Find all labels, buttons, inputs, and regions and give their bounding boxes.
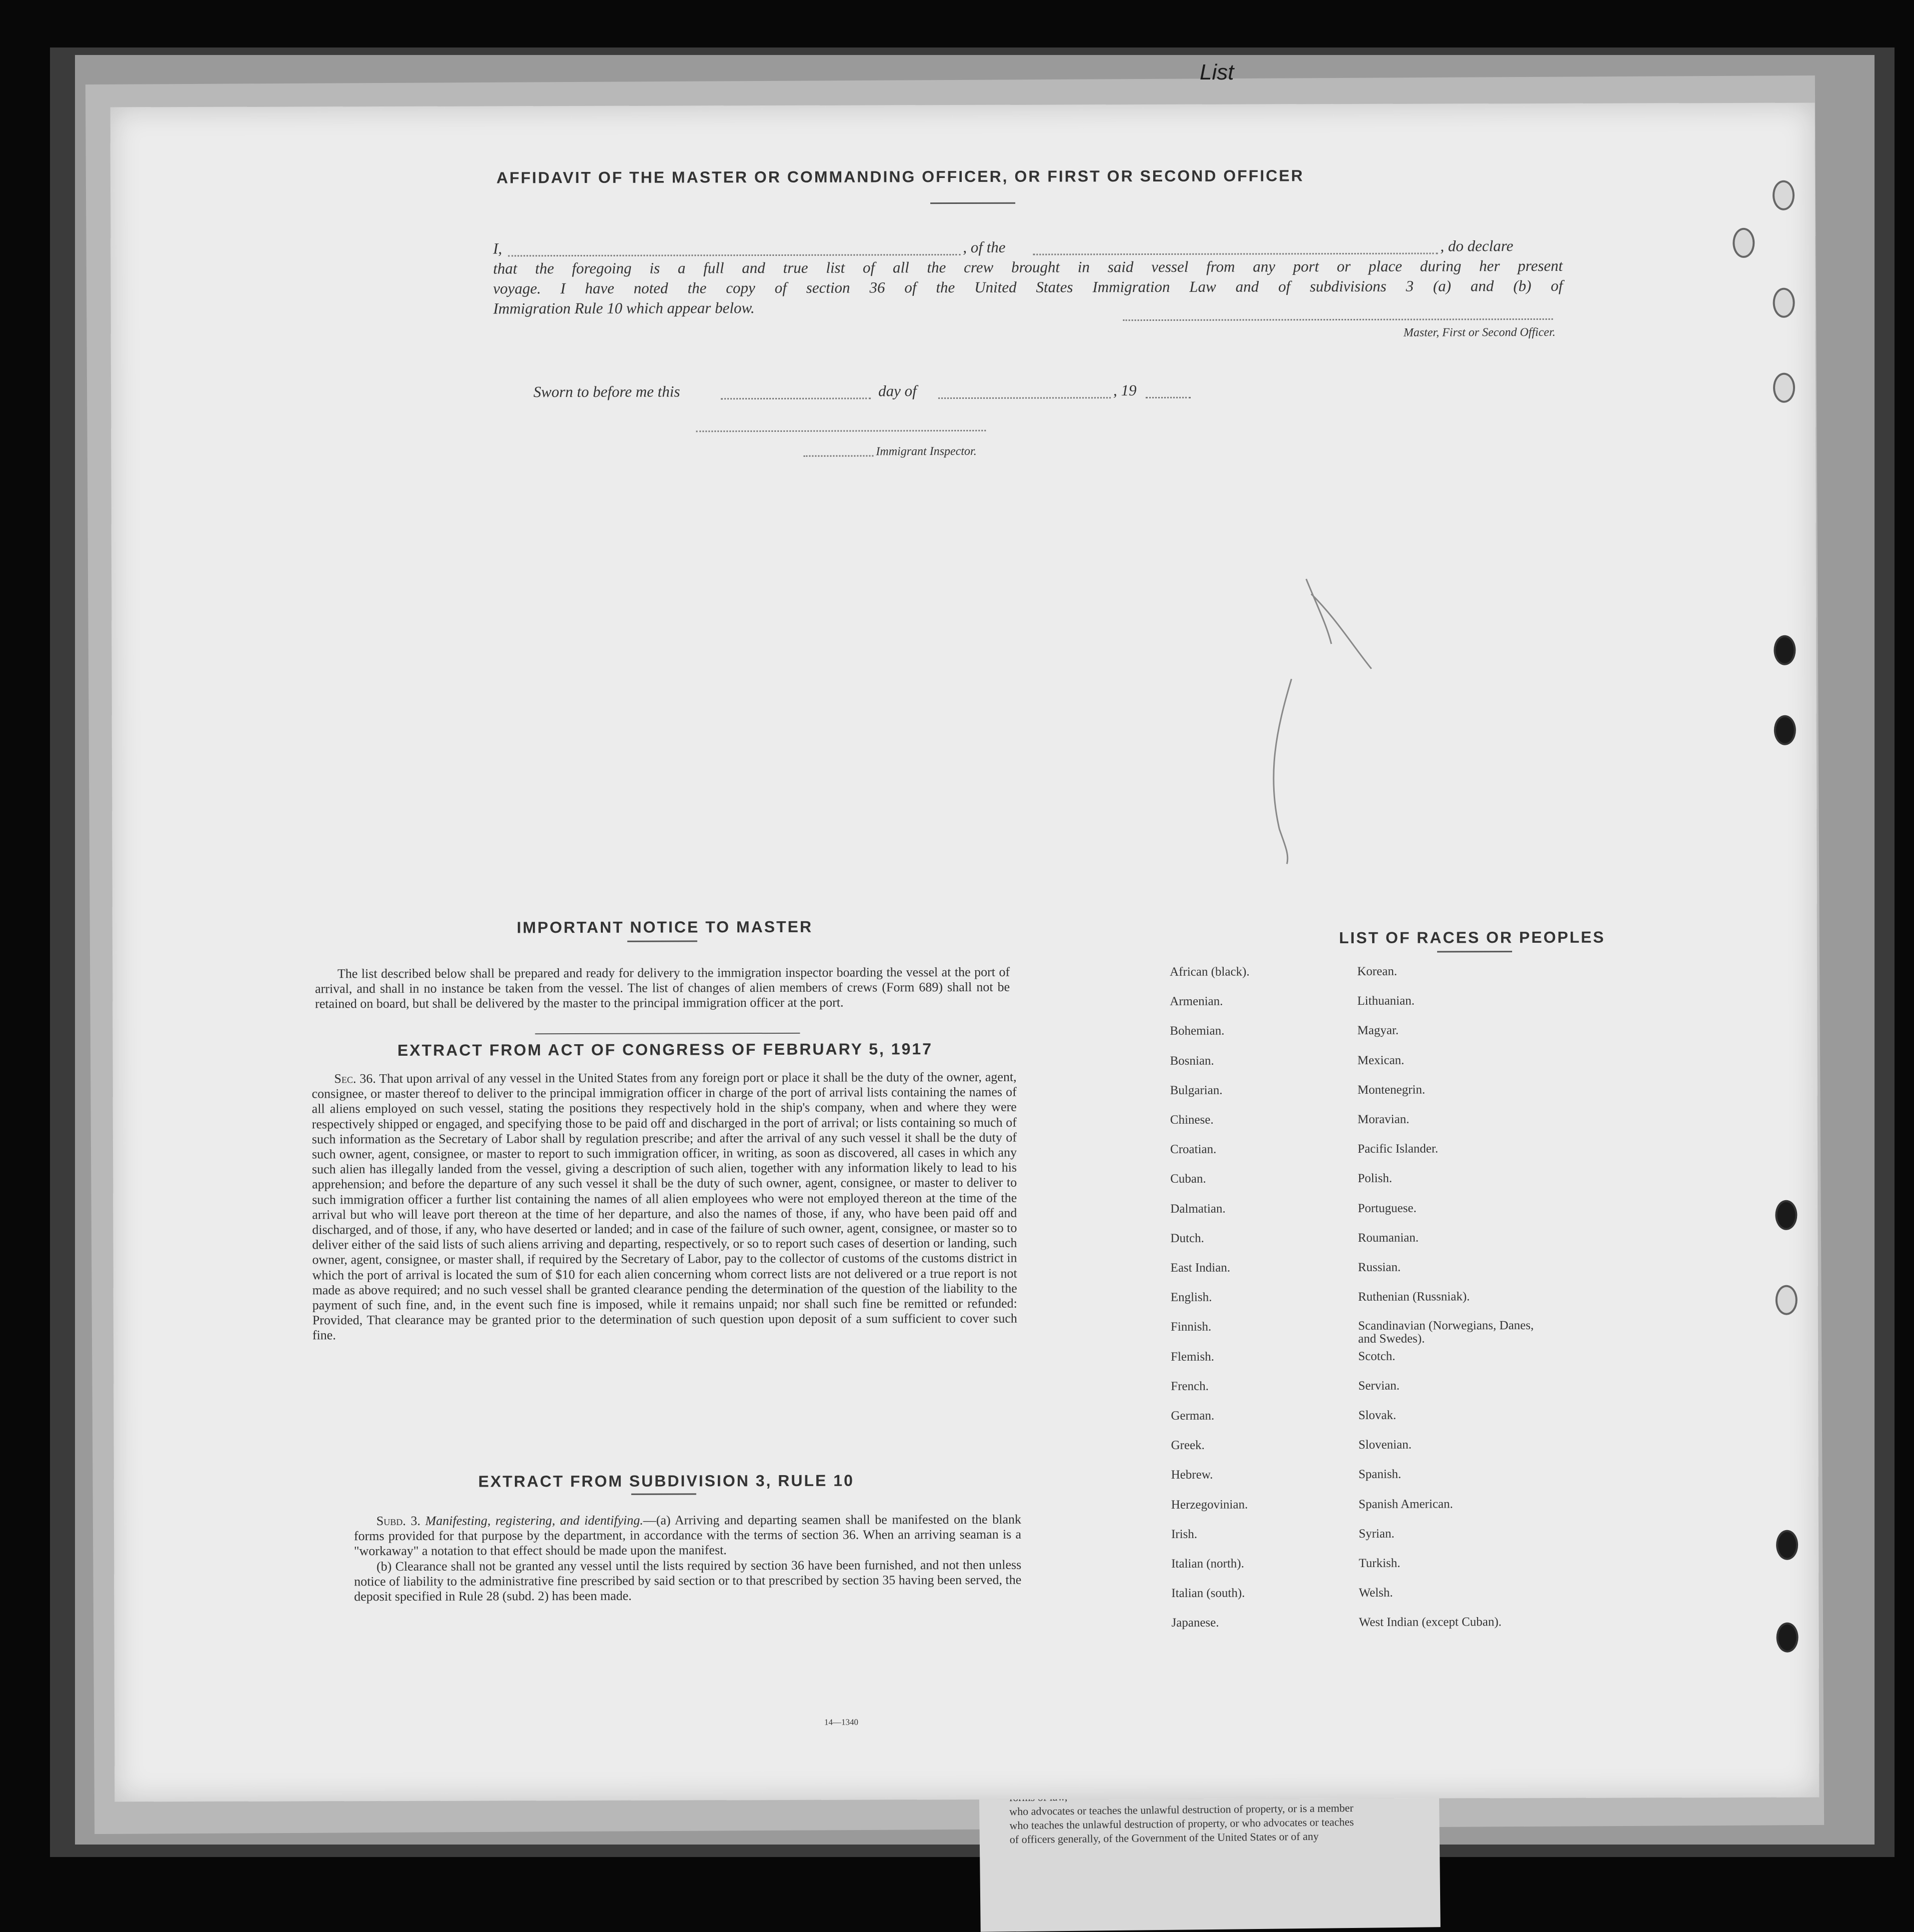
punch-hole [1773, 373, 1795, 403]
inspector-dots [803, 455, 873, 456]
race-item: Ruthenian (Russniak). [1358, 1290, 1470, 1304]
race-item: Korean. [1357, 964, 1397, 978]
reverse-show-through [261, 483, 1662, 936]
punch-hole [1773, 180, 1795, 210]
sworn-day-field[interactable] [721, 397, 871, 399]
pencil-mark [1231, 564, 1392, 884]
subd-para-a: —(a) Arriving and departing seamen shall be manifested on the blank forms provided for that purpose by the department, in accordance with the terms of section 36. When an arriving seaman is a "workaway" a notation to that effect should be made upon the manifest. [354, 1512, 1022, 1559]
races-rule [1437, 951, 1512, 952]
subd-label: Subd. 3. [376, 1513, 421, 1529]
race-item: Hebrew. [1171, 1468, 1213, 1482]
race-item: Syrian. [1359, 1527, 1395, 1541]
race-item: Montenegrin. [1357, 1083, 1426, 1097]
declarant-name-field[interactable] [508, 254, 960, 256]
fragment-line-4: of officers generally, of the Government of the United States or of any [1009, 1830, 1319, 1846]
race-item: Irish. [1171, 1527, 1198, 1541]
sworn-year-field[interactable] [1146, 397, 1191, 398]
notice-title: IMPORTANT NOTICE TO MASTER [516, 917, 813, 937]
sworn-month-field[interactable] [938, 397, 1111, 399]
section-label: Sec. 36. [334, 1071, 376, 1086]
declaration-line-4: Immigration Rule 10 which appear below. [493, 299, 755, 317]
punch-hole [1775, 1200, 1797, 1230]
form-page [110, 103, 1820, 1802]
subdivision-a [354, 1512, 1021, 1559]
notice-text: The list described below shall be prepared and ready for delivery to the immigration inspector boarding the vessel at the port of arrival, and shall in no instance be taken from the vessel. The list of changes of alien members of crews (Form 689) shall not be retained on board, but shall be delivered by the master to the principal immigration officer at the port. [315, 964, 1010, 1011]
race-item: Servian. [1358, 1379, 1400, 1393]
punch-hole [1777, 1623, 1799, 1653]
race-item: Italian (north). [1171, 1557, 1245, 1571]
affidavit-title: AFFIDAVIT OF THE MASTER OR COMMANDING OFFICER, OR FIRST OR SECOND OFFICER [496, 166, 1304, 187]
race-item: Herzegovinian. [1171, 1498, 1248, 1512]
act-section-36-text [312, 1070, 1017, 1343]
year-label: , 19 [1113, 381, 1137, 399]
race-item: Spanish. [1358, 1468, 1402, 1482]
form-number: 14—1340 [824, 1717, 859, 1727]
race-item: Russian. [1358, 1260, 1401, 1274]
race-item: English. [1170, 1290, 1212, 1305]
race-item: Croatian. [1170, 1142, 1217, 1157]
punch-hole [1733, 228, 1755, 258]
race-item: German. [1171, 1409, 1215, 1423]
race-item: Chinese. [1170, 1113, 1214, 1127]
section-rule [535, 1033, 800, 1034]
notice-rule [627, 940, 697, 942]
race-item: African (black). [1170, 965, 1250, 979]
declaration-line-1 [493, 236, 1563, 259]
race-item: Greek. [1171, 1438, 1205, 1453]
race-item: East Indian. [1170, 1261, 1231, 1275]
race-item: Cuban. [1170, 1172, 1206, 1186]
race-item: Dutch. [1170, 1231, 1204, 1245]
inspector-signature-field[interactable] [696, 430, 986, 432]
punch-hole [1773, 288, 1795, 318]
day-of-label: day of [878, 382, 917, 400]
punch-hole [1776, 1285, 1798, 1315]
race-item: Spanish American. [1358, 1497, 1453, 1511]
race-item: Armenian. [1170, 994, 1223, 1009]
act-extract-title: EXTRACT FROM ACT OF CONGRESS OF FEBRUARY 5, 1917 [397, 1040, 933, 1059]
race-item: Lithuanian. [1357, 994, 1415, 1008]
rule-extract-title: EXTRACT FROM SUBDIVISION 3, RULE 10 [478, 1471, 854, 1491]
punch-hole [1774, 715, 1796, 745]
sworn-label: Sworn to before me this [533, 382, 680, 401]
race-item: Dalmatian. [1170, 1202, 1226, 1216]
declarant-prefix: I, [493, 239, 502, 257]
race-item: Mexican. [1357, 1053, 1405, 1067]
race-item: Roumanian. [1358, 1231, 1419, 1245]
race-item: Turkish. [1359, 1556, 1401, 1570]
top-list-label: List [1200, 60, 1234, 84]
race-item: Welsh. [1359, 1586, 1393, 1600]
declaration-line-2: that the foregoing is a full and true list of all the crew brought in said vessel from any port or place during her present [493, 256, 1563, 277]
races-title: LIST OF RACES OR PEOPLES [1339, 928, 1606, 947]
race-item: Pacific Islander. [1357, 1142, 1439, 1156]
officer-signature-field[interactable] [1123, 318, 1553, 321]
race-item: Finnish. [1170, 1320, 1212, 1334]
punch-hole [1776, 1530, 1798, 1560]
race-item: Polish. [1358, 1172, 1393, 1186]
race-item: Slovenian. [1358, 1438, 1412, 1452]
race-item: Bulgarian. [1170, 1083, 1223, 1097]
race-item: Japanese. [1171, 1616, 1219, 1630]
race-item: Flemish. [1171, 1350, 1214, 1364]
race-item: Scotch. [1358, 1349, 1396, 1363]
race-item: Magyar. [1357, 1024, 1399, 1038]
race-item: Scandinavian (Norwegians, Danes, and Swedes). [1358, 1319, 1534, 1346]
race-item: Italian (south). [1171, 1586, 1245, 1601]
rule-extract-rule [631, 1493, 696, 1495]
rule-extract-text [354, 1512, 1021, 1605]
race-item: Moravian. [1357, 1112, 1410, 1126]
title-rule [930, 202, 1015, 204]
race-item: Bohemian. [1170, 1024, 1225, 1038]
race-item: French. [1171, 1379, 1209, 1393]
section-body: That upon arrival of any vessel in the United States from any foreign port or place it shall be the duty of the owner, agent, consignee, or master thereof to deliver to the principal immigration officer in charge of the port of arrival lists containing the names of all aliens employed on such vessel, stating the positions they respectively hold in the ship's company, when and where they were respectively shipped or engaged, and specifying those to be paid off and discharged in the port of arrival; or lists containing so much of such information as the Secretary of Labor shall by regulation prescribe; and after the arrival of any such vessel it shall be the duty of such owner, agent, consignee, or master to report to such immigration officer, in writing, as soon as discovered, all cases in which any such alien has illegally landed from the vessel, giving a description of such alien, together with any information likely to lead to his apprehension; and before the departure of any such vessel it shall be the duty of such owner, agent, consignee, or master to deliver to such immigration officer a further list containing the names of all alien employees who were not employed thereon at the time of the arrival but who will leave port thereon at the time of her departure, and also the names of those, if any, who have been paid off and discharged, and of those, if any, who have deserted or landed; and in case of the failure of such owner, agent, consignee, or master so to deliver either of the said lists of such aliens arriving and departing, respectively, or so to report such cases of desertion or landing, such owner, agent, consignee, or master shall, if required by the Secretary of Labor, pay to the collector of customs of the customs district in which the port of arrival is located the sum of $10 for each alien concerning whom correct lists are not delivered or a true report is not made as above required; and no such vessel shall be granted clearance pending the determination of the question of the liability to the payment of such fine, and, in the event such fine is imposed, while it remains unpaid; nor shall such fine be remitted or refunded: Provided, That clearance may be granted prior to the determination of such question upon deposit of a sum sufficient to cover such fine. [311, 1069, 1017, 1343]
declaration-line-3: voyage. I have noted the copy of section 36 of the United States Immigration Law and of subdivisions 3 (a) and (b) of [493, 276, 1563, 297]
fragment-line-3: who teaches the unlawful destruction of property, or who advocates or teaches [1009, 1815, 1354, 1832]
officer-signature-label: Master, First or Second Officer. [1403, 325, 1556, 339]
of-the-label: , of the [963, 238, 1006, 256]
affidavit-declaration [493, 236, 1563, 319]
subdivision-b: (b) Clearance shall not be granted any vessel until the lists required by section 36 have been furnished, and not then unless notice of liability to the administrative fine prescribed by said section or to that prescribed by section 35 having been served, the deposit specified in Rule 28 (subd. 2) has been made. [354, 1557, 1022, 1604]
fragment-line-2: who advocates or teaches the unlawful destruction of property, or is a member [1009, 1801, 1354, 1818]
punch-hole [1774, 635, 1796, 665]
inspector-label: Immigrant Inspector. [876, 444, 977, 458]
race-item: Slovak. [1358, 1408, 1397, 1422]
vessel-name-field[interactable] [1033, 253, 1438, 255]
sworn-line [533, 380, 1283, 402]
race-item: Bosnian. [1170, 1054, 1214, 1068]
race-item: Portuguese. [1358, 1201, 1417, 1215]
do-declare-label: , do declare [1440, 237, 1514, 255]
race-item: West Indian (except Cuban). [1359, 1615, 1502, 1630]
subd-heading: Manifesting, registering, and identifying. [425, 1513, 643, 1528]
